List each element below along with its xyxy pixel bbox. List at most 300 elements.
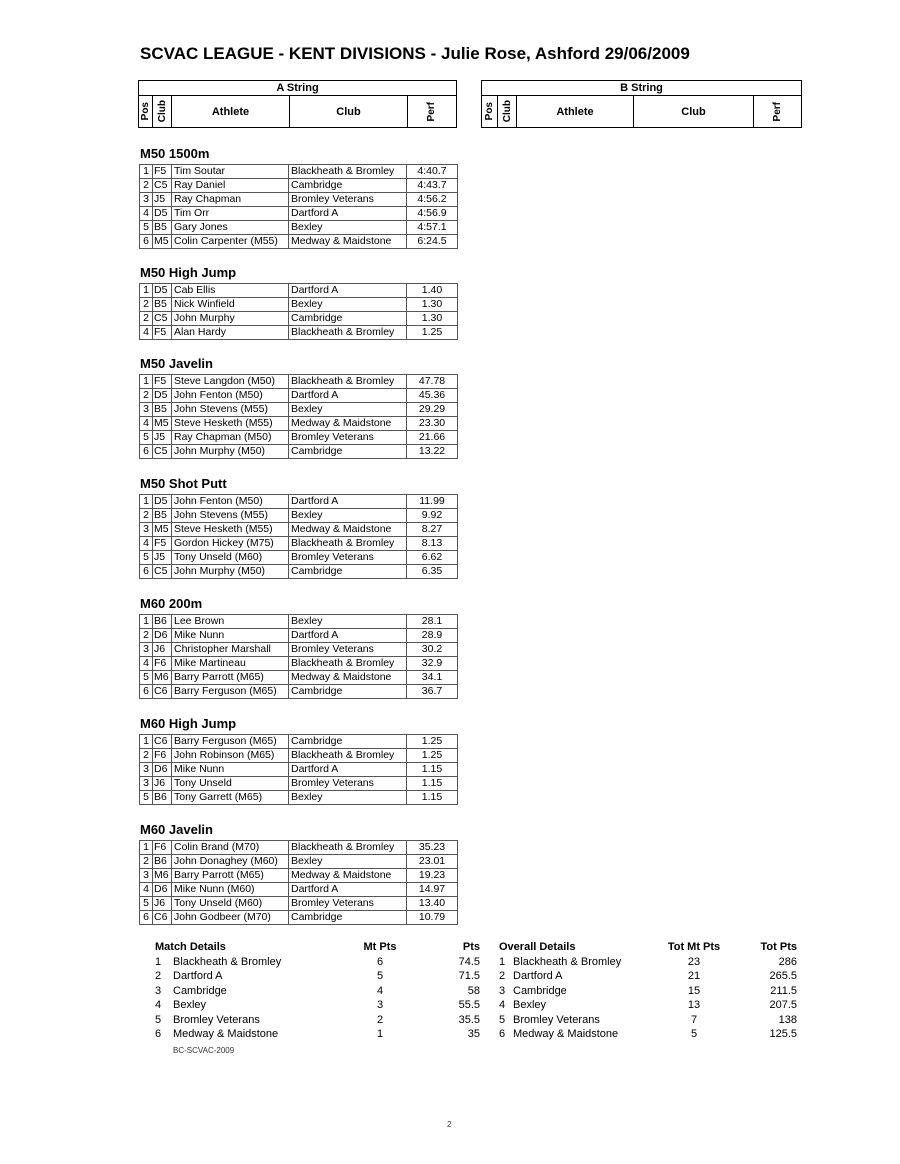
table-row [140,791,458,805]
club-code-cell: B5 [153,298,172,312]
team-cell: Medway & Maidstone [513,1028,619,1040]
performance-cell: 1.30 [407,298,458,312]
club-code-cell: J6 [153,897,172,911]
performance-cell: 6:24.5 [407,235,458,249]
pts-cell: 55.5 [458,999,480,1011]
table-row [140,777,458,791]
athlete-cell: Gary Jones [172,221,289,235]
performance-cell: 4:40.7 [407,165,458,179]
table-row [140,855,458,869]
position-cell: 3 [140,763,153,777]
table-row [140,326,458,340]
mt-pts-cell: 15 [687,984,701,997]
athlete-cell: Tony Unseld (M60) [172,551,289,565]
club-code-cell: C6 [153,911,172,925]
rank-cell: 2 [155,970,162,982]
results-table [139,840,458,925]
position-cell: 4 [140,883,153,897]
athlete-header: Athlete [172,96,290,127]
club-code-cell: C5 [153,445,172,459]
event-title: M60 200m [140,596,203,611]
club-code-cell: D5 [153,495,172,509]
rank-cell: 1 [155,955,162,968]
athlete-cell: John Stevens (M55) [172,403,289,417]
club-cell: Blackheath & Bromley [289,841,407,855]
table-row [140,629,458,643]
summary-row [499,1027,797,1042]
team-cell: Dartford A [513,970,563,982]
athlete-cell: John Donaghey (M60) [172,855,289,869]
club-cell: Dartford A [289,389,407,403]
performance-cell: 45.36 [407,389,458,403]
performance-cell: 8.27 [407,523,458,537]
club-code-cell: F6 [153,657,172,671]
position-cell: 6 [140,445,153,459]
performance-cell: 23.01 [407,855,458,869]
table-row [140,445,458,459]
perf-header: Perf [772,101,783,122]
mt-pts-cell: 6 [376,955,384,968]
club-cell: Medway & Maidstone [289,235,407,249]
mt-pts-cell: 21 [687,970,701,982]
position-cell: 3 [140,403,153,417]
club-code-cell: D5 [153,284,172,298]
performance-cell: 1.25 [407,735,458,749]
performance-cell: 10.79 [407,911,458,925]
rank-cell: 3 [499,984,506,997]
athlete-cell: John Murphy (M50) [172,565,289,579]
position-cell: 5 [140,791,153,805]
summary-row [155,984,480,999]
performance-cell: 1.15 [407,777,458,791]
position-cell: 2 [140,179,153,193]
club-code-cell: M6 [153,869,172,883]
club-code-cell: F5 [153,326,172,340]
club-cell: Bexley [289,403,407,417]
mt-pts-cell: 2 [376,1013,384,1026]
performance-cell: 4:56.2 [407,193,458,207]
pts-cell: 71.5 [458,970,480,982]
club-cell: Cambridge [289,565,407,579]
club-code-cell: M5 [153,235,172,249]
team-cell: Bexley [173,999,207,1011]
athlete-cell: Tim Soutar [172,165,289,179]
table-row [140,537,458,551]
club-code-cell: M5 [153,523,172,537]
pos-header: Pos [139,96,153,127]
club-code-cell: C6 [153,685,172,699]
results-table [139,734,458,805]
event-title: M50 High Jump [140,265,237,280]
table-row [140,615,458,629]
footnote: BC-SCVAC-2009 [173,1046,235,1055]
table-row [140,551,458,565]
mt-pts-cell: 3 [376,999,384,1011]
club-cell: Dartford A [289,207,407,221]
performance-cell: 28.1 [407,615,458,629]
table-row [140,911,458,925]
club-cell: Bexley [289,221,407,235]
position-cell: 4 [140,657,153,671]
performance-cell: 23.30 [407,417,458,431]
performance-cell: 1.25 [407,749,458,763]
club-cell: Cambridge [289,685,407,699]
team-cell: Blackheath & Bromley [173,955,282,968]
club-code-header: Club [498,96,517,127]
a-string-header [138,80,457,128]
overall-mt-pts-header: Tot Mt Pts [667,941,721,953]
team-cell: Dartford A [173,970,223,982]
performance-cell: 47.78 [407,375,458,389]
table-row [140,312,458,326]
performance-cell: 19.23 [407,869,458,883]
performance-cell: 14.97 [407,883,458,897]
position-cell: 1 [140,735,153,749]
results-table [139,164,458,249]
club-code-cell: J5 [153,431,172,445]
pts-cell: 74.5 [458,955,480,968]
athlete-cell: Barry Ferguson (M65) [172,685,289,699]
table-row [140,643,458,657]
pts-cell: 265.5 [769,970,797,982]
club-header: Club [290,96,408,127]
rank-cell: 5 [155,1013,162,1026]
club-cell: Bexley [289,298,407,312]
club-cell: Bexley [289,855,407,869]
position-cell: 1 [140,495,153,509]
position-cell: 2 [140,629,153,643]
athlete-cell: Steve Hesketh (M55) [172,523,289,537]
b-string-header [481,80,802,128]
athlete-cell: John Fenton (M50) [172,495,289,509]
table-row [140,763,458,777]
performance-cell: 11.99 [407,495,458,509]
summary-row [155,998,480,1013]
position-cell: 6 [140,565,153,579]
event-m50-high-jump [139,264,458,340]
table-row [140,749,458,763]
club-code-cell: C6 [153,735,172,749]
mt-pts-cell: 5 [690,1028,698,1040]
club-code-cell: F5 [153,165,172,179]
position-cell: 6 [140,911,153,925]
club-cell: Blackheath & Bromley [289,165,407,179]
athlete-cell: John Stevens (M55) [172,509,289,523]
rank-cell: 4 [499,999,506,1011]
performance-cell: 1.40 [407,284,458,298]
athlete-cell: Ray Chapman [172,193,289,207]
position-cell: 3 [140,869,153,883]
table-row [140,207,458,221]
performance-cell: 34.1 [407,671,458,685]
results-table [139,614,458,699]
club-code-cell: C5 [153,312,172,326]
club-cell: Bromley Veterans [289,643,407,657]
position-cell: 2 [140,312,153,326]
pts-cell: 207.5 [769,999,797,1011]
club-cell: Bexley [289,615,407,629]
rank-cell: 3 [155,984,162,997]
pts-cell: 286 [778,955,797,968]
performance-cell: 4:57.1 [407,221,458,235]
mt-pts-cell: 1 [376,1028,384,1040]
table-row [140,298,458,312]
club-cell: Blackheath & Bromley [289,375,407,389]
rank-cell: 1 [499,955,506,968]
pts-cell: 138 [778,1013,797,1026]
club-cell: Medway & Maidstone [289,869,407,883]
table-row [140,375,458,389]
team-cell: Blackheath & Bromley [513,955,622,968]
athlete-cell: Barry Parrott (M65) [172,671,289,685]
table-row [140,869,458,883]
position-cell: 2 [140,855,153,869]
club-code-cell: D6 [153,763,172,777]
performance-cell: 6.62 [407,551,458,565]
club-cell: Bromley Veterans [289,897,407,911]
mt-pts-cell: 7 [690,1013,698,1026]
position-cell: 6 [140,685,153,699]
athlete-cell: John Robinson (M65) [172,749,289,763]
club-code-cell: M5 [153,417,172,431]
club-cell: Medway & Maidstone [289,417,407,431]
event-title: M60 High Jump [140,716,237,731]
results-table [139,283,458,340]
table-row [140,193,458,207]
athlete-cell: Gordon Hickey (M75) [172,537,289,551]
athlete-cell: Tim Orr [172,207,289,221]
club-code-cell: C5 [153,179,172,193]
match-details-heading: Match Details [155,941,226,953]
summary-row [499,955,797,970]
athlete-cell: Mike Nunn [172,763,289,777]
club-cell: Blackheath & Bromley [289,657,407,671]
performance-cell: 29.29 [407,403,458,417]
rank-cell: 6 [499,1028,506,1040]
club-cell: Blackheath & Bromley [289,537,407,551]
club-code-cell: J5 [153,193,172,207]
page-number: 2 [447,1120,452,1129]
athlete-cell: Mike Nunn (M60) [172,883,289,897]
table-row [140,841,458,855]
position-cell: 5 [140,897,153,911]
club-code-cell: J5 [153,551,172,565]
table-row [140,735,458,749]
club-code-cell: F6 [153,749,172,763]
summary-row [155,969,480,984]
mt-pts-cell: 13 [687,999,701,1011]
performance-cell: 4:43.7 [407,179,458,193]
pts-cell: 35 [467,1028,480,1040]
pts-cell: 35.5 [458,1013,480,1026]
athlete-cell: Barry Ferguson (M65) [172,735,289,749]
performance-cell: 9.92 [407,509,458,523]
performance-cell: 1.15 [407,791,458,805]
position-cell: 4 [140,207,153,221]
performance-cell: 30.2 [407,643,458,657]
position-cell: 2 [140,749,153,763]
table-row [140,671,458,685]
athlete-cell: Tony Unseld (M60) [172,897,289,911]
team-cell: Bexley [513,999,547,1011]
club-cell: Cambridge [289,911,407,925]
summary-row [155,1013,480,1028]
team-cell: Medway & Maidstone [173,1028,279,1040]
rank-cell: 5 [499,1013,506,1026]
event-m50-1500m [139,145,458,249]
summary-row [499,984,797,999]
match-pts-header: Pts [462,941,480,953]
performance-cell: 28.9 [407,629,458,643]
team-cell: Bromley Veterans [513,1013,600,1026]
club-code-cell: D5 [153,389,172,403]
athlete-cell: Tony Unseld [172,777,289,791]
club-cell: Bromley Veterans [289,551,407,565]
athlete-cell: Lee Brown [172,615,289,629]
club-code-cell: D6 [153,629,172,643]
position-cell: 1 [140,375,153,389]
table-row [140,284,458,298]
club-cell: Bexley [289,509,407,523]
results-table [139,374,458,459]
club-code-cell: M6 [153,671,172,685]
position-cell: 1 [140,841,153,855]
club-code-cell: B5 [153,403,172,417]
club-cell: Cambridge [289,735,407,749]
position-cell: 5 [140,431,153,445]
club-cell: Cambridge [289,179,407,193]
mt-pts-cell: 23 [687,955,701,968]
athlete-cell: Ray Chapman (M50) [172,431,289,445]
summary-row [155,955,480,970]
club-cell: Dartford A [289,284,407,298]
position-cell: 3 [140,193,153,207]
pts-cell: 58 [467,984,480,997]
mt-pts-cell: 4 [376,984,384,997]
table-row [140,495,458,509]
club-cell: Dartford A [289,629,407,643]
athlete-cell: Barry Parrott (M65) [172,869,289,883]
athlete-cell: Nick Winfield [172,298,289,312]
team-cell: Bromley Veterans [173,1013,260,1026]
pts-cell: 211.5 [770,984,797,997]
overall-details [499,940,797,1042]
team-cell: Cambridge [513,984,567,997]
table-row [140,179,458,193]
athlete-cell: John Murphy [172,312,289,326]
mt-pts-cell: 5 [376,970,384,982]
table-row [140,897,458,911]
summary-row [499,1013,797,1028]
position-cell: 1 [140,615,153,629]
position-cell: 4 [140,417,153,431]
athlete-cell: John Fenton (M50) [172,389,289,403]
results-table [139,494,458,579]
club-cell: Dartford A [289,495,407,509]
club-code-cell: F6 [153,841,172,855]
table-row [140,565,458,579]
table-row [140,657,458,671]
club-code-cell: J6 [153,643,172,657]
position-cell: 5 [140,221,153,235]
position-cell: 5 [140,551,153,565]
overall-pts-header: Tot Pts [760,941,797,953]
athlete-cell: Steve Hesketh (M55) [172,417,289,431]
club-code-cell: C5 [153,565,172,579]
position-cell: 1 [140,284,153,298]
athlete-cell: Christopher Marshall [172,643,289,657]
club-cell: Blackheath & Bromley [289,749,407,763]
athlete-cell: Alan Hardy [172,326,289,340]
pts-cell: 125.5 [769,1028,797,1040]
performance-cell: 8.13 [407,537,458,551]
summary-row [499,969,797,984]
athlete-cell: Colin Carpenter (M55) [172,235,289,249]
table-row [140,235,458,249]
performance-cell: 1.15 [407,763,458,777]
table-row [140,403,458,417]
rank-cell: 4 [155,999,162,1011]
club-code-header: Club [153,96,172,127]
club-cell: Medway & Maidstone [289,671,407,685]
table-row [140,509,458,523]
position-cell: 5 [140,671,153,685]
position-cell: 3 [140,523,153,537]
club-cell: Bromley Veterans [289,777,407,791]
club-header: Club [634,96,754,127]
table-row [140,883,458,897]
club-code-cell: F5 [153,537,172,551]
position-cell: 2 [140,509,153,523]
athlete-cell: Cab Ellis [172,284,289,298]
club-code-cell: B5 [153,221,172,235]
club-cell: Bexley [289,791,407,805]
club-cell: Dartford A [289,763,407,777]
performance-cell: 4:56.9 [407,207,458,221]
athlete-cell: John Murphy (M50) [172,445,289,459]
position-cell: 4 [140,326,153,340]
athlete-cell: John Godbeer (M70) [172,911,289,925]
match-mt-pts-header: Mt Pts [363,941,397,953]
performance-cell: 13.22 [407,445,458,459]
athlete-cell: Mike Martineau [172,657,289,671]
table-row [140,165,458,179]
position-cell: 2 [140,389,153,403]
position-cell: 3 [140,643,153,657]
performance-cell: 6.35 [407,565,458,579]
performance-cell: 1.25 [407,326,458,340]
match-details [155,940,480,1042]
position-cell: 3 [140,777,153,791]
summary-row [155,1027,480,1042]
club-code-cell: B6 [153,791,172,805]
athlete-cell: Steve Langdon (M50) [172,375,289,389]
club-cell: Bromley Veterans [289,193,407,207]
table-row [140,389,458,403]
event-title: M60 Javelin [140,822,213,837]
position-cell: 1 [140,165,153,179]
athlete-cell: Mike Nunn [172,629,289,643]
club-cell: Cambridge [289,445,407,459]
rank-cell: 6 [155,1028,162,1040]
performance-cell: 1.30 [407,312,458,326]
club-code-cell: B5 [153,509,172,523]
performance-cell: 32.9 [407,657,458,671]
club-cell: Blackheath & Bromley [289,326,407,340]
performance-cell: 36.7 [407,685,458,699]
event-title: M50 Javelin [140,356,213,371]
athlete-cell: Colin Brand (M70) [172,841,289,855]
